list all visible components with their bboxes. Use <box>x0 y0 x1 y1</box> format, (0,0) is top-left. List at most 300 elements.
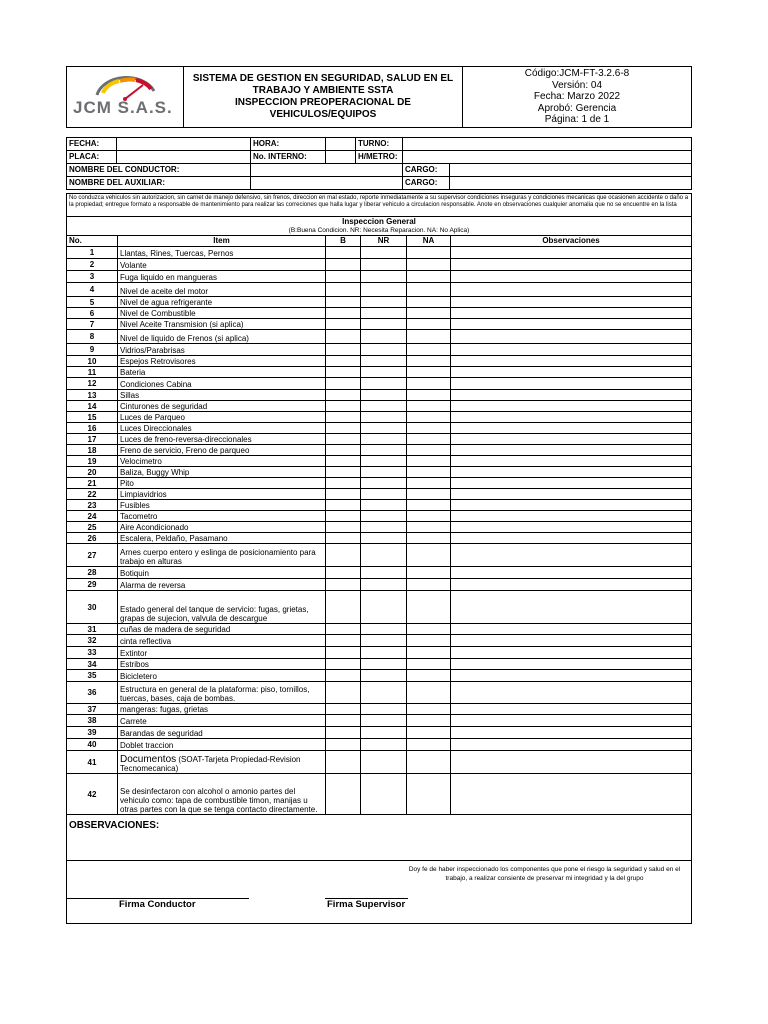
b-check[interactable] <box>326 727 361 739</box>
b-check[interactable] <box>326 704 361 715</box>
nr-check[interactable] <box>361 567 407 579</box>
b-check[interactable] <box>326 624 361 635</box>
item-number: 6 <box>67 308 118 319</box>
inspection-row <box>67 308 692 319</box>
observation-field[interactable] <box>451 259 692 271</box>
b-check[interactable] <box>326 489 361 500</box>
doc-page: Página: 1 de 1 <box>544 114 610 126</box>
na-check[interactable] <box>407 635 451 647</box>
placa-field[interactable] <box>117 151 251 164</box>
na-check[interactable] <box>407 319 451 330</box>
item-number: 1 <box>67 247 118 259</box>
na-check[interactable] <box>407 533 451 544</box>
inspection-row <box>67 330 692 344</box>
na-check[interactable] <box>407 259 451 271</box>
b-check[interactable] <box>326 774 361 815</box>
na-check[interactable] <box>407 567 451 579</box>
item-label: Cinturones de seguridad <box>118 401 326 412</box>
doc-version: Versión: 04 <box>551 79 603 91</box>
nr-check[interactable] <box>361 401 407 412</box>
observation-field[interactable] <box>451 591 692 624</box>
nr-check[interactable] <box>361 659 407 670</box>
b-check[interactable] <box>326 319 361 330</box>
nr-check[interactable] <box>361 467 407 478</box>
na-check[interactable] <box>407 434 451 445</box>
b-check[interactable] <box>326 591 361 624</box>
na-check[interactable] <box>407 500 451 511</box>
na-check[interactable] <box>407 647 451 659</box>
nr-check[interactable] <box>361 247 407 259</box>
item-number: 37 <box>67 704 118 715</box>
na-check[interactable] <box>407 390 451 401</box>
turno-field[interactable] <box>403 138 692 151</box>
b-check[interactable] <box>326 647 361 659</box>
observation-field[interactable] <box>451 544 692 567</box>
nr-check[interactable] <box>361 271 407 283</box>
nr-check[interactable] <box>361 751 407 774</box>
label-placa: PLACA: <box>67 151 117 164</box>
observation-field[interactable] <box>451 319 692 330</box>
na-check[interactable] <box>407 456 451 467</box>
inspection-row <box>67 319 692 330</box>
item-number: 38 <box>67 715 118 727</box>
nr-check[interactable] <box>361 774 407 815</box>
nr-check[interactable] <box>361 434 407 445</box>
b-check[interactable] <box>326 423 361 434</box>
nr-check[interactable] <box>361 715 407 727</box>
inspection-row <box>67 659 692 670</box>
item-number: 36 <box>67 682 118 704</box>
nr-check[interactable] <box>361 412 407 423</box>
item-label: Carrete <box>118 715 326 727</box>
hmetro-field[interactable] <box>403 151 692 164</box>
b-check[interactable] <box>326 344 361 356</box>
b-check[interactable] <box>326 456 361 467</box>
cargo-conductor-field[interactable] <box>450 164 692 177</box>
item-number: 32 <box>67 635 118 647</box>
item-label-main: Documentos <box>120 754 177 765</box>
item-number: 24 <box>67 511 118 522</box>
item-number: 8 <box>67 330 118 344</box>
nr-check[interactable] <box>361 478 407 489</box>
nr-check[interactable] <box>361 259 407 271</box>
na-check[interactable] <box>407 283 451 297</box>
nr-check[interactable] <box>361 635 407 647</box>
observation-field[interactable] <box>451 500 692 511</box>
item-number: 31 <box>67 624 118 635</box>
observation-field[interactable] <box>451 247 692 259</box>
nr-check[interactable] <box>361 297 407 308</box>
na-check[interactable] <box>407 445 451 456</box>
inspection-row <box>67 704 692 715</box>
b-check[interactable] <box>326 567 361 579</box>
observation-field[interactable] <box>451 308 692 319</box>
nr-check[interactable] <box>361 344 407 356</box>
observation-field[interactable] <box>451 467 692 478</box>
observation-field[interactable] <box>451 522 692 533</box>
b-check[interactable] <box>326 659 361 670</box>
observation-field[interactable] <box>451 344 692 356</box>
b-check[interactable] <box>326 635 361 647</box>
b-check[interactable] <box>326 751 361 774</box>
na-check[interactable] <box>407 682 451 704</box>
doc-date: Fecha: Marzo 2022 <box>533 91 621 103</box>
b-check[interactable] <box>326 308 361 319</box>
inspection-row <box>67 511 692 522</box>
na-check[interactable] <box>407 356 451 367</box>
inspection-row <box>67 544 692 567</box>
na-check[interactable] <box>407 739 451 751</box>
item-label: Pito <box>118 478 326 489</box>
label-turno: TURNO: <box>356 138 403 151</box>
na-check[interactable] <box>407 624 451 635</box>
nr-check[interactable] <box>361 489 407 500</box>
na-check[interactable] <box>407 271 451 283</box>
observation-field[interactable] <box>451 727 692 739</box>
item-label: Luces de freno-reversa-direccionales <box>118 434 326 445</box>
observation-field[interactable] <box>451 489 692 500</box>
nr-check[interactable] <box>361 330 407 344</box>
divider <box>67 860 691 861</box>
observation-field[interactable] <box>451 670 692 682</box>
b-check[interactable] <box>326 682 361 704</box>
item-label <box>118 751 326 774</box>
col-b: B <box>326 236 361 247</box>
item-label: Estado general del tanque de servicio: fugas, grietas, grapas de sujecion, valvula de descargue <box>118 591 326 624</box>
item-number: 5 <box>67 297 118 308</box>
inspection-row <box>67 367 692 378</box>
inspection-row <box>67 271 692 283</box>
label-fecha: FECHA: <box>67 138 117 151</box>
nr-check[interactable] <box>361 423 407 434</box>
observation-field[interactable] <box>451 330 692 344</box>
na-check[interactable] <box>407 670 451 682</box>
na-check[interactable] <box>407 247 451 259</box>
b-check[interactable] <box>326 511 361 522</box>
item-label: Estructura en general de la plataforma: piso, tornillos, tuercas, bases, caja de bombas. <box>118 682 326 704</box>
na-check[interactable] <box>407 478 451 489</box>
nr-check[interactable] <box>361 390 407 401</box>
inspection-row <box>67 259 692 271</box>
observation-field[interactable] <box>451 456 692 467</box>
inspection-row <box>67 774 692 815</box>
inspection-row <box>67 670 692 682</box>
item-number: 3 <box>67 271 118 283</box>
na-check[interactable] <box>407 511 451 522</box>
fecha-field[interactable] <box>117 138 251 151</box>
na-check[interactable] <box>407 522 451 533</box>
inspection-row <box>67 378 692 390</box>
item-number: 21 <box>67 478 118 489</box>
nr-check[interactable] <box>361 378 407 390</box>
inspection-row <box>67 390 692 401</box>
inspection-row <box>67 727 692 739</box>
observation-field[interactable] <box>451 412 692 423</box>
observation-field[interactable] <box>451 774 692 815</box>
observation-field[interactable] <box>451 682 692 704</box>
label-no-interno: No. INTERNO: <box>251 151 326 164</box>
observation-field[interactable] <box>451 579 692 591</box>
inspection-row <box>67 500 692 511</box>
item-label: cuñas de madera de seguridad <box>118 624 326 635</box>
nr-check[interactable] <box>361 319 407 330</box>
nr-check[interactable] <box>361 367 407 378</box>
item-label: Doblet traccion <box>118 739 326 751</box>
nr-check[interactable] <box>361 579 407 591</box>
form-header <box>66 66 692 128</box>
item-number: 28 <box>67 567 118 579</box>
col-no: No. <box>67 236 118 247</box>
nr-check[interactable] <box>361 670 407 682</box>
b-check[interactable] <box>326 283 361 297</box>
na-check[interactable] <box>407 308 451 319</box>
nr-check[interactable] <box>361 283 407 297</box>
inspection-table <box>66 216 692 815</box>
na-check[interactable] <box>407 751 451 774</box>
item-label: Estribos <box>118 659 326 670</box>
nr-check[interactable] <box>361 308 407 319</box>
cargo-auxiliar-field[interactable] <box>450 177 692 190</box>
inspection-row <box>67 456 692 467</box>
na-check[interactable] <box>407 591 451 624</box>
nr-check[interactable] <box>361 511 407 522</box>
inspection-row <box>67 739 692 751</box>
item-label: Llantas, Rines, Tuercas, Pernos <box>118 247 326 259</box>
item-number: 10 <box>67 356 118 367</box>
title-line: VEHICULOS/EQUIPOS <box>269 109 377 120</box>
item-number: 20 <box>67 467 118 478</box>
observation-field[interactable] <box>451 715 692 727</box>
observations-section <box>66 815 692 924</box>
na-check[interactable] <box>407 544 451 567</box>
observation-field[interactable] <box>451 401 692 412</box>
observation-field[interactable] <box>451 624 692 635</box>
inspection-row <box>67 751 692 774</box>
nr-check[interactable] <box>361 544 407 567</box>
b-check[interactable] <box>326 390 361 401</box>
company-logo <box>67 67 184 128</box>
na-check[interactable] <box>407 659 451 670</box>
inspection-row <box>67 522 692 533</box>
item-number: 26 <box>67 533 118 544</box>
item-number: 27 <box>67 544 118 567</box>
observation-field[interactable] <box>451 434 692 445</box>
observation-field[interactable] <box>451 635 692 647</box>
nr-check[interactable] <box>361 647 407 659</box>
observation-field[interactable] <box>451 378 692 390</box>
observation-field[interactable] <box>451 445 692 456</box>
label-hmetro: H/METRO: <box>356 151 403 164</box>
observation-field[interactable] <box>451 356 692 367</box>
na-check[interactable] <box>407 401 451 412</box>
b-check[interactable] <box>326 478 361 489</box>
item-label: Limpiavidrios <box>118 489 326 500</box>
observation-field[interactable] <box>451 390 692 401</box>
auxiliar-field[interactable] <box>251 177 403 190</box>
item-label: Alarma de reversa <box>118 579 326 591</box>
inspection-row <box>67 682 692 704</box>
nr-check[interactable] <box>361 356 407 367</box>
item-label: Fuga liquido en mangueras <box>118 271 326 283</box>
no-interno-field[interactable] <box>326 151 356 164</box>
inspection-row <box>67 715 692 727</box>
observation-field[interactable] <box>451 567 692 579</box>
col-nr: NR <box>361 236 407 247</box>
observation-field[interactable] <box>451 367 692 378</box>
b-check[interactable] <box>326 412 361 423</box>
col-item: Item <box>118 236 326 247</box>
nr-check[interactable] <box>361 445 407 456</box>
observations-title: OBSERVACIONES: <box>69 820 160 831</box>
na-check[interactable] <box>407 423 451 434</box>
inspection-row <box>67 401 692 412</box>
item-number: 12 <box>67 378 118 390</box>
observation-field[interactable] <box>451 647 692 659</box>
inspection-row <box>67 591 692 624</box>
logo-text: JCM S.A.S. <box>73 98 173 117</box>
item-label: Se desinfectaron con alcohol o amonio partes del vehiculo como: tapa de combustible timon, manijas u otras partes con la que se tenga contacto directamente. <box>118 774 326 815</box>
label-conductor: NOMBRE DEL CONDUCTOR: <box>67 164 251 177</box>
inspection-row <box>67 635 692 647</box>
na-check[interactable] <box>407 489 451 500</box>
item-number: 29 <box>67 579 118 591</box>
label-auxiliar: NOMBRE DEL AUXILIAR: <box>67 177 251 190</box>
label-cargo: CARGO: <box>403 164 450 177</box>
item-number: 34 <box>67 659 118 670</box>
na-check[interactable] <box>407 715 451 727</box>
b-check[interactable] <box>326 544 361 567</box>
item-label: Condiciones Cabina <box>118 378 326 390</box>
nr-check[interactable] <box>361 624 407 635</box>
na-check[interactable] <box>407 330 451 344</box>
b-check[interactable] <box>326 297 361 308</box>
item-label: Baliza, Buggy Whip <box>118 467 326 478</box>
b-check[interactable] <box>326 378 361 390</box>
b-check[interactable] <box>326 715 361 727</box>
item-label: Aire Acondicionado <box>118 522 326 533</box>
na-check[interactable] <box>407 467 451 478</box>
na-check[interactable] <box>407 344 451 356</box>
item-number: 25 <box>67 522 118 533</box>
conductor-field[interactable] <box>251 164 403 177</box>
observation-field[interactable] <box>451 297 692 308</box>
b-check[interactable] <box>326 247 361 259</box>
b-check[interactable] <box>326 739 361 751</box>
nr-check[interactable] <box>361 500 407 511</box>
b-check[interactable] <box>326 500 361 511</box>
observation-field[interactable] <box>451 659 692 670</box>
item-label: Espejos Retrovisores <box>118 356 326 367</box>
observation-field[interactable] <box>451 739 692 751</box>
na-check[interactable] <box>407 727 451 739</box>
b-check[interactable] <box>326 259 361 271</box>
b-check[interactable] <box>326 356 361 367</box>
b-check[interactable] <box>326 445 361 456</box>
nr-check[interactable] <box>361 682 407 704</box>
na-check[interactable] <box>407 704 451 715</box>
inspection-row <box>67 478 692 489</box>
nr-check[interactable] <box>361 591 407 624</box>
item-number: 23 <box>67 500 118 511</box>
item-number: 39 <box>67 727 118 739</box>
nr-check[interactable] <box>361 704 407 715</box>
item-label: Luces Direccionales <box>118 423 326 434</box>
observation-field[interactable] <box>451 533 692 544</box>
nr-check[interactable] <box>361 522 407 533</box>
nr-check[interactable] <box>361 533 407 544</box>
item-label: mangeras: fugas, grietas <box>118 704 326 715</box>
na-check[interactable] <box>407 378 451 390</box>
b-check[interactable] <box>326 367 361 378</box>
na-check[interactable] <box>407 412 451 423</box>
supervisor-signature-label: Firma Supervisor <box>327 899 406 910</box>
b-check[interactable] <box>326 670 361 682</box>
declaration-text: Doy fe de haber inspeccionado los componentes que pone el riesgo la seguridad y salud en el trabajo, a realizar consiente de preservar mi integridad y la del grupo <box>408 866 681 882</box>
item-label: Nivel de Combustible <box>118 308 326 319</box>
item-number: 13 <box>67 390 118 401</box>
b-check[interactable] <box>326 522 361 533</box>
item-number: 22 <box>67 489 118 500</box>
b-check[interactable] <box>326 330 361 344</box>
inspection-row <box>67 489 692 500</box>
instructions-text: No conduzca vehiculos sin autorizacion, sin carnet de manejo defensivo, sin frenos, direccion en mal estado, reporte inmediatamente a su supervisor condiciones inseguras y condiciones mecanicas que ocasionen accidente o daño a la propiedad; entregue formato a responsable de mantenimiento para realizar las correciones que halla lugar y liberar vehiculo a circulacion responsable. Anote en observaciones cualquier anomalia que no se encuentre en la lista <box>66 193 692 216</box>
b-check[interactable] <box>326 579 361 591</box>
observation-field[interactable] <box>451 751 692 774</box>
item-label: Tacometro <box>118 511 326 522</box>
inspection-row <box>67 434 692 445</box>
inspection-row <box>67 247 692 259</box>
inspection-title: Inspeccion General <box>67 217 692 227</box>
inspection-row <box>67 423 692 434</box>
b-check[interactable] <box>326 401 361 412</box>
nr-check[interactable] <box>361 727 407 739</box>
inspection-row <box>67 579 692 591</box>
item-label: Nivel de liquido de Frenos (si aplica) <box>118 330 326 344</box>
hora-field[interactable] <box>326 138 356 151</box>
item-number: 2 <box>67 259 118 271</box>
b-check[interactable] <box>326 271 361 283</box>
observation-field[interactable] <box>451 704 692 715</box>
observation-field[interactable] <box>451 423 692 434</box>
na-check[interactable] <box>407 367 451 378</box>
inspection-row <box>67 567 692 579</box>
item-number: 40 <box>67 739 118 751</box>
b-check[interactable] <box>326 533 361 544</box>
na-check[interactable] <box>407 774 451 815</box>
b-check[interactable] <box>326 467 361 478</box>
observation-field[interactable] <box>451 511 692 522</box>
title-line: SISTEMA DE GESTION EN SEGURIDAD, SALUD EN EL <box>192 73 454 84</box>
item-label: Arnes cuerpo entero y eslinga de posicionamiento para trabajo en alturas <box>118 544 326 567</box>
item-number: 18 <box>67 445 118 456</box>
item-number: 16 <box>67 423 118 434</box>
observation-field[interactable] <box>451 283 692 297</box>
inspection-legend: (B:Buena Condicion. NR: Necesita Reparacion. NA: No Aplica) <box>67 226 692 236</box>
nr-check[interactable] <box>361 739 407 751</box>
item-label: Extintor <box>118 647 326 659</box>
item-number: 42 <box>67 774 118 815</box>
b-check[interactable] <box>326 434 361 445</box>
inspection-row <box>67 283 692 297</box>
na-check[interactable] <box>407 579 451 591</box>
item-number: 41 <box>67 751 118 774</box>
driver-signature-label: Firma Conductor <box>119 899 196 910</box>
nr-check[interactable] <box>361 456 407 467</box>
observation-field[interactable] <box>451 271 692 283</box>
observation-field[interactable] <box>451 478 692 489</box>
na-check[interactable] <box>407 297 451 308</box>
item-label: cinta reflectiva <box>118 635 326 647</box>
